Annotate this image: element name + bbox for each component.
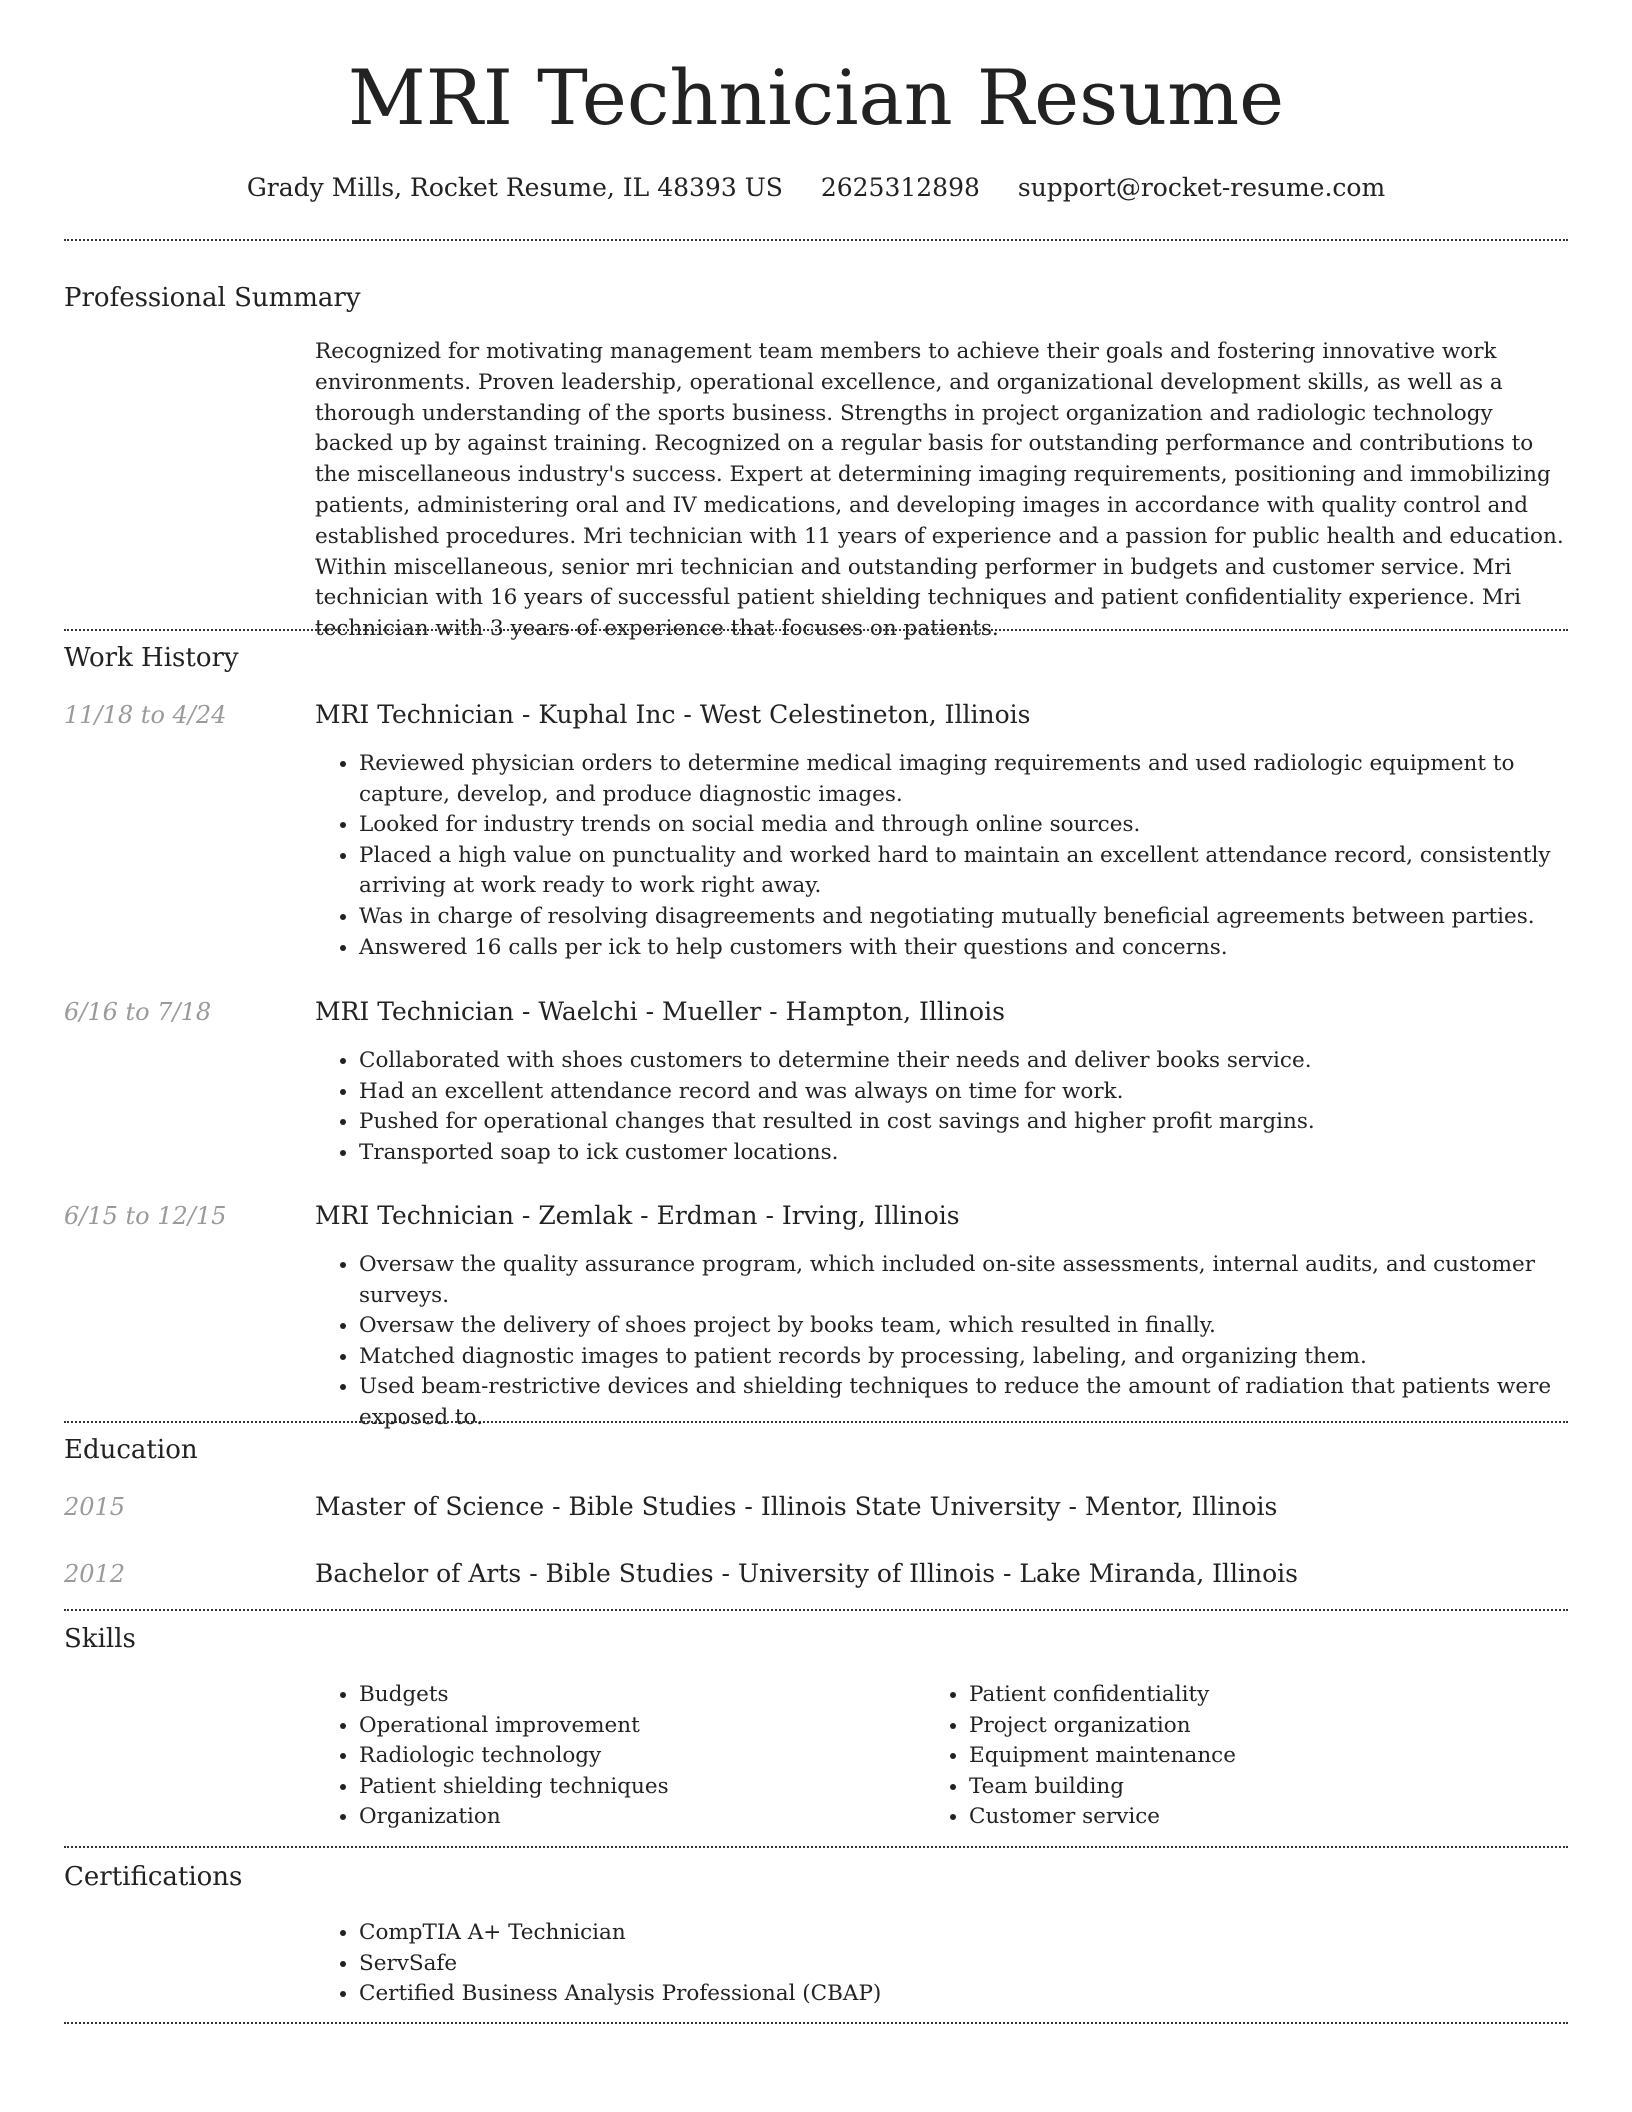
contact-email: support@rocket-resume.com [1017,173,1386,202]
list-item: • Collaborated with shoes customers to determine their needs and deliver books service. [359,1046,1599,1077]
certifications-list [315,1918,1259,2010]
education-entry [315,1557,1298,1591]
list-item: • Customer service [969,1802,1569,1833]
contact-line [0,170,1632,206]
divider [64,1421,1568,1423]
resume-title: MRI Technician Resume [347,53,1285,142]
list-item: • Used beam-restrictive devices and shielding techniques to reduce the amount of radiation that patients were exposed to. [359,1372,1599,1433]
list-item: • Oversaw the delivery of shoes project by books team, which resulted in finally. [359,1311,1599,1342]
job-bullets [315,1046,1599,1168]
skills-list-right [925,1680,1569,1833]
list-item: • Was in charge of resolving disagreements and negotiating mutually beneficial agreements between parties. [359,902,1599,933]
certifications-heading: Certifications [64,1862,243,1892]
job-bullets [315,749,1599,963]
education-heading: Education [64,1435,198,1465]
education-degree: Master of Science - Bible Studies [315,1492,737,1521]
education-degree: Bachelor of Arts - Bible Studies [315,1559,714,1588]
divider [64,1609,1568,1611]
summary-heading: Professional Summary [64,283,361,313]
job-title: MRI Technician - Zemlak - Erdman - Irving, Illinois [315,1201,960,1230]
list-item: • Project organization [969,1711,1569,1742]
education-entry [315,1490,1277,1524]
list-item: • Radiologic technology [359,1741,959,1772]
skills-list-left [315,1680,959,1833]
list-item: • Patient shielding techniques [359,1772,959,1803]
contact-phone: 2625312898 [820,173,980,202]
list-item: • Answered 16 calls per ick to help customers with their questions and concerns. [359,933,1599,964]
list-item: • Matched diagnostic images to patient records by processing, labeling, and organizing them. [359,1342,1599,1373]
list-item: • Team building [969,1772,1569,1803]
list-item: • Patient confidentiality [969,1680,1569,1711]
list-item: • CompTIA A+ Technician [359,1918,1259,1949]
job-bullets [315,1250,1599,1434]
divider [64,629,1568,631]
job-title: MRI Technician - Kuphal Inc - West Celestineton, Illinois [315,700,1031,729]
list-item: • Budgets [359,1680,959,1711]
job-dates: 6/16 to 7/18 [64,998,212,1026]
summary-text: Recognized for motivating management team members to achieve their goals and fostering innovative work environments. Proven leadership, operational excellence, and organizational development skills, as well as a thorough understanding of the sports business. Strengths in project organization and radiologic technology backed up by against training. Recognized on a regular basis for outstanding performance and contributions to the miscellaneous industry's success. Expert at determining imaging requirements, positioning and immobilizing patients, administering oral and IV medications, and developing images in accordance with quality control and established procedures. Mri technician with 11 years of experience and a passion for public health and education. Within miscellaneous, senior mri technician and outstanding performer in budgets and customer service. Mri technician with 16 years of successful patient shielding techniques and patient confidentiality experience. Mri technician with 3 years of experience that focuses on patients. [315,339,1564,642]
list-item: • Organization [359,1802,959,1833]
contact-address: Grady Mills, Rocket Resume, IL 48393 US [246,173,783,202]
education-year: 2015 [64,1493,126,1521]
job-dates: 11/18 to 4/24 [64,701,227,729]
work-heading: Work History [64,643,239,673]
list-item: • Transported soap to ick customer locations. [359,1138,1599,1169]
education-year: 2012 [64,1560,126,1588]
divider [64,239,1568,241]
education-school: - University of Illinois - Lake Miranda, Illinois [713,1559,1298,1588]
education-school: - Illinois State University - Mentor, Illinois [736,1492,1278,1521]
list-item: • Placed a high value on punctuality and worked hard to maintain an excellent attendance record, consistently arriving at work ready to work right away. [359,841,1599,902]
divider [64,1846,1568,1848]
skills-heading: Skills [64,1624,136,1654]
divider [64,2022,1568,2024]
job-title: MRI Technician - Waelchi - Mueller - Hampton, Illinois [315,997,1005,1026]
list-item: • Operational improvement [359,1711,959,1742]
list-item: • Pushed for operational changes that resulted in cost savings and higher profit margins. [359,1107,1599,1138]
list-item: • Reviewed physician orders to determine medical imaging requirements and used radiologic equipment to capture, develop, and produce diagnostic images. [359,749,1599,810]
job-dates: 6/15 to 12/15 [64,1202,227,1230]
list-item: • Had an excellent attendance record and was always on time for work. [359,1077,1599,1108]
list-item: • Certified Business Analysis Professional (CBAP) [359,1979,1259,2010]
list-item: • Looked for industry trends on social media and through online sources. [359,810,1599,841]
list-item: • ServSafe [359,1949,1259,1980]
list-item: • Equipment maintenance [969,1741,1569,1772]
list-item: • Oversaw the quality assurance program, which included on-site assessments, internal audits, and customer surveys. [359,1250,1599,1311]
